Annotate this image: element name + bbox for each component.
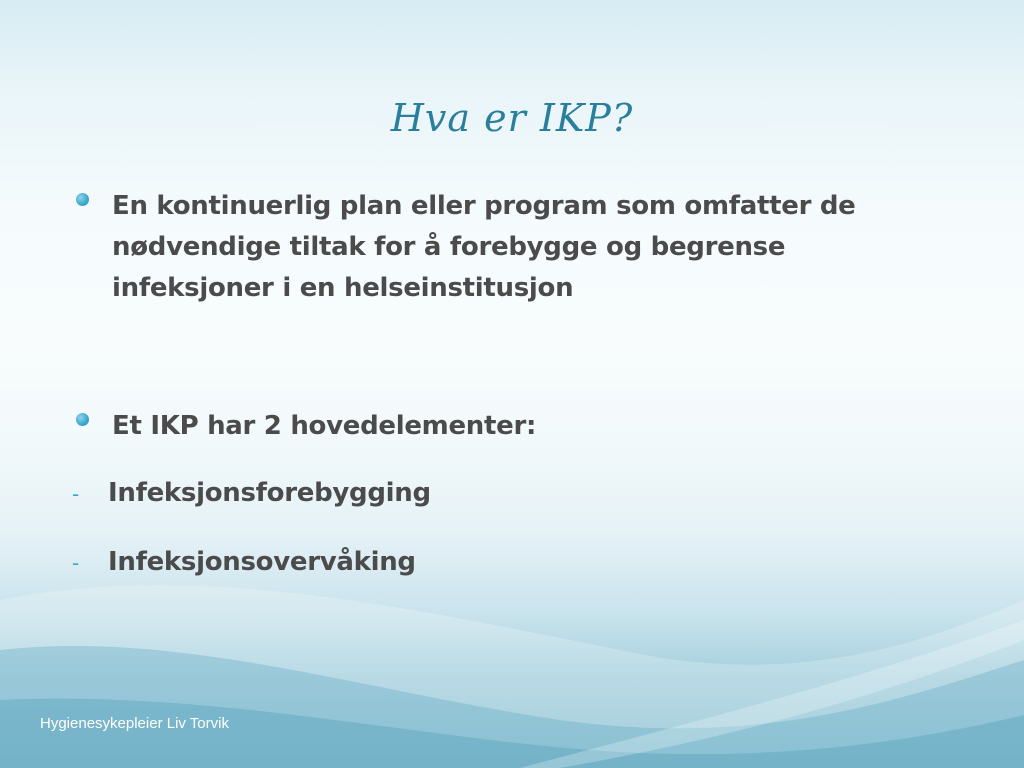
footer-author: Hygienesykepleier Liv Torvik (40, 715, 229, 732)
bullet-line: En kontinuerlig plan eller program som omfatter de (112, 191, 856, 221)
bullet-line: Et IKP har 2 hovedelementer: (112, 411, 537, 441)
dash-marker: - (72, 551, 80, 575)
sub-item-text: Infeksjonsforebygging (108, 478, 431, 508)
bullet-item-1 (76, 186, 936, 309)
dash-marker: - (72, 482, 80, 506)
bullet-text (112, 186, 856, 309)
slide-title: Hva er IKP? (390, 96, 634, 140)
sub-item-text: Infeksjonsovervåking (108, 547, 416, 577)
bullet-text (112, 406, 536, 447)
bullet-dot-icon (76, 193, 89, 206)
bullet-item-2 (76, 406, 936, 447)
bullet-line: nødvendige tiltak for å forebygge og begrense (112, 232, 786, 262)
sub-item-2 (72, 547, 932, 577)
bullet-line: infeksjoner i en helseinstitusjon (112, 273, 574, 303)
bullet-dot-icon (76, 413, 89, 426)
sub-item-1 (72, 478, 932, 508)
